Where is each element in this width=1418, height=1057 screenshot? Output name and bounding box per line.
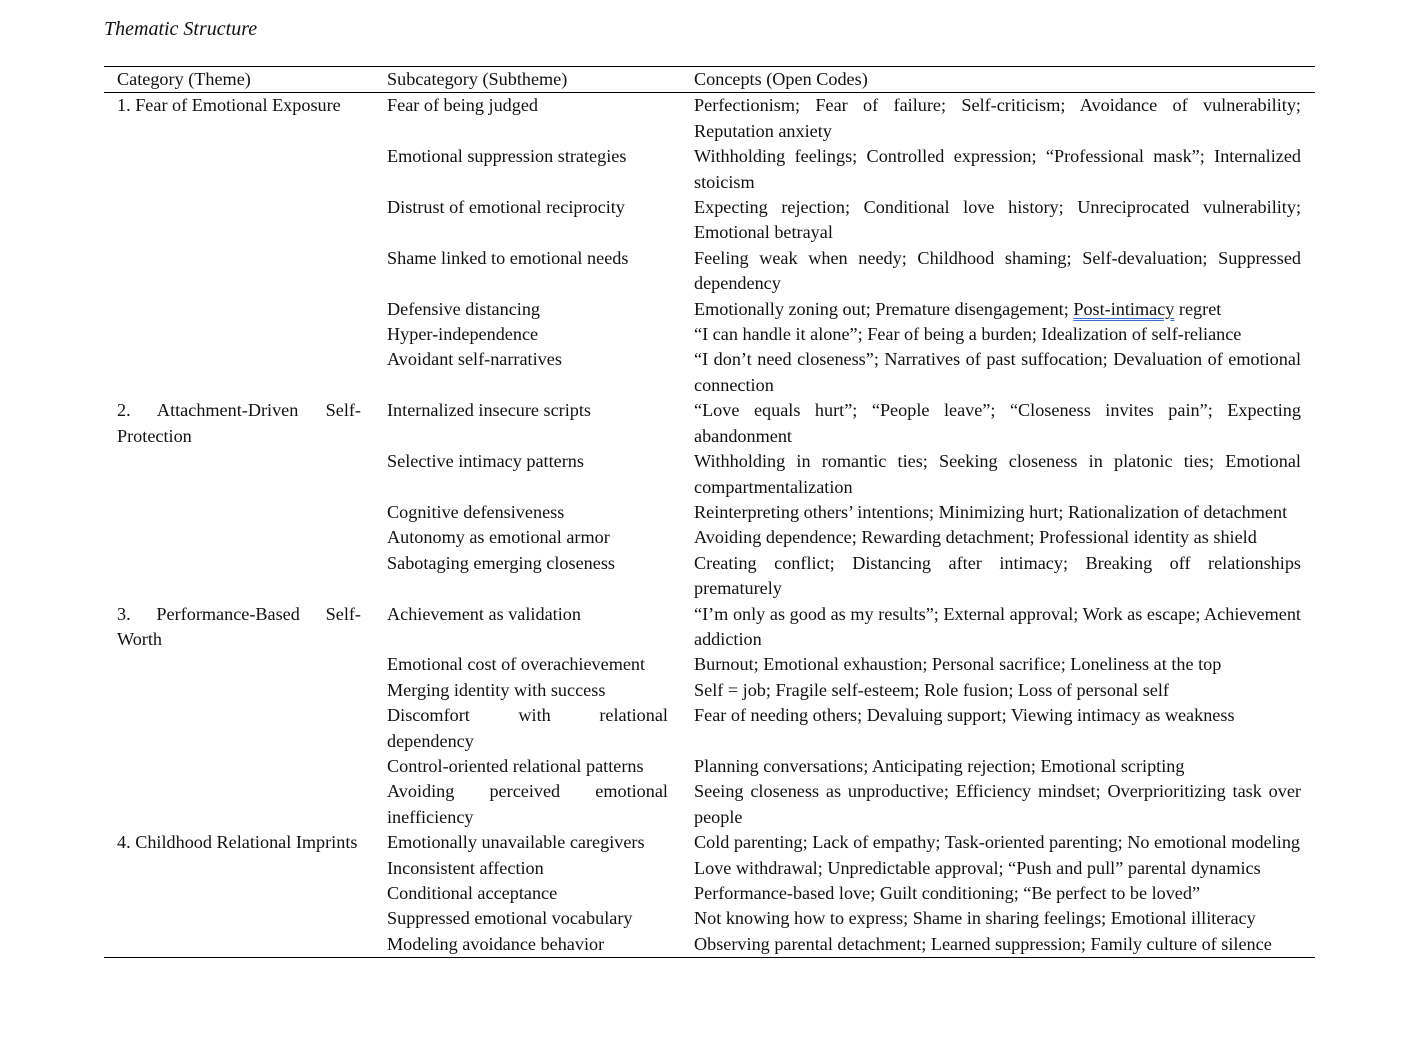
category-cell <box>117 195 361 246</box>
concepts-cell: “I’m only as good as my results”; External approval; Work as escape; Achievement addiction <box>694 603 1301 649</box>
category-cell: 1. Fear of Emotional Exposure <box>117 95 341 116</box>
category-cell <box>117 246 361 297</box>
table-row <box>104 398 1315 449</box>
category-cell <box>117 322 361 347</box>
table-row <box>104 347 1315 398</box>
category-cell: 4. Childhood Relational Imprints <box>117 832 358 853</box>
category-cell <box>117 297 361 322</box>
subcategory-cell: Distrust of emotional reciprocity <box>387 197 625 218</box>
table-body <box>104 93 1315 958</box>
subcategory-cell: Emotional cost of overachievement <box>387 654 646 675</box>
subcategory-cell: Autonomy as emotional armor <box>387 527 610 548</box>
category-cell <box>117 932 361 958</box>
concepts-cell: Seeing closeness as unproductive; Efficiency mindset; Overprioritizing task over people <box>694 781 1301 827</box>
subcategory-cell: Achievement as validation <box>387 603 581 624</box>
subcategory-cell: Shame linked to emotional needs <box>387 247 629 268</box>
concepts-cell: Avoiding dependence; Rewarding detachment; Professional identity as shield <box>694 527 1257 548</box>
concepts-cell: Observing parental detachment; Learned suppression; Family culture of silence <box>694 932 1301 958</box>
table-row <box>104 551 1315 602</box>
subcategory-cell: Avoiding perceived emotional inefficiency <box>387 781 668 827</box>
subcategory-cell: Inconsistent affection <box>387 857 544 878</box>
table-row <box>104 754 1315 779</box>
concepts-cell: Burnout; Emotional exhaustion; Personal sacrifice; Loneliness at the top <box>694 654 1222 675</box>
category-cell <box>117 551 361 602</box>
concepts-cell <box>694 297 1301 322</box>
category-cell <box>117 754 361 779</box>
category-cell <box>117 906 361 931</box>
table-row <box>104 906 1315 931</box>
header-category: Category (Theme) <box>117 67 361 93</box>
concepts-cell: Cold parenting; Lack of empathy; Task-oriented parenting; No emotional modeling <box>694 832 1301 853</box>
subcategory-cell: Emotionally unavailable caregivers <box>387 832 645 853</box>
subcategory-cell: Conditional acceptance <box>387 883 558 903</box>
table-row <box>104 602 1315 653</box>
subcategory-cell: Cognitive defensiveness <box>387 501 565 522</box>
thematic-structure-table-wrap <box>104 66 1315 958</box>
category-cell: 2. Attachment-Driven Self-Protection <box>117 400 361 446</box>
category-cell <box>117 652 361 677</box>
category-cell <box>117 678 361 703</box>
table-row <box>104 195 1315 246</box>
concepts-text: Emotionally zoning out; Premature disengagement; <box>694 298 1074 319</box>
concepts-cell: Performance-based love; Guilt conditioning; “Be perfect to be loved” <box>694 883 1201 903</box>
subcategory-cell: Avoidant self-narratives <box>387 349 562 370</box>
concepts-cell: “I don’t need closeness”; Narratives of past suffocation; Devaluation of emotional connection <box>694 349 1301 395</box>
category-cell: 3. Performance-Based Self-Worth <box>117 603 361 649</box>
concepts-cell: Expecting rejection; Conditional love history; Unreciprocated vulnerability; Emotional betrayal <box>694 197 1301 243</box>
subcategory-cell: Discomfort with relational dependency <box>387 705 668 751</box>
table-title: Thematic Structure <box>104 18 258 40</box>
concepts-cell: Love withdrawal; Unpredictable approval; “Push and pull” parental dynamics <box>694 857 1261 878</box>
concepts-cell: Withholding feelings; Controlled expression; “Professional mask”; Internalized stoicism <box>694 146 1301 192</box>
category-cell <box>117 703 361 754</box>
table-row <box>104 322 1315 347</box>
table-row <box>104 932 1315 958</box>
subcategory-cell: Sabotaging emerging closeness <box>387 552 615 573</box>
subcategory-cell: Internalized insecure scripts <box>387 400 592 421</box>
concepts-cell: “Love equals hurt”; “People leave”; “Closeness invites pain”; Expecting abandonment <box>694 400 1301 446</box>
subcategory-cell: Selective intimacy patterns <box>387 451 584 472</box>
table-row <box>104 652 1315 677</box>
category-cell <box>117 779 361 830</box>
category-cell <box>117 144 361 195</box>
concepts-cell: Withholding in romantic ties; Seeking closeness in platonic ties; Emotional compartmentalization <box>694 451 1301 497</box>
table-row <box>104 449 1315 500</box>
table-row <box>104 779 1315 830</box>
subcategory-cell: Suppressed emotional vocabulary <box>387 908 633 929</box>
concepts-cell: Fear of needing others; Devaluing support; Viewing intimacy as weakness <box>694 705 1235 726</box>
table-row <box>104 93 1315 144</box>
concepts-text: regret <box>1174 298 1222 319</box>
category-cell <box>117 856 361 881</box>
concepts-cell: Creating conflict; Distancing after intimacy; Breaking off relationships prematurely <box>694 552 1301 599</box>
table-row <box>104 500 1315 525</box>
spellcheck-flagged-word[interactable]: Post-intimacy <box>1073 298 1175 319</box>
subcategory-cell: Merging identity with success <box>387 679 606 700</box>
header-concepts: Concepts (Open Codes) <box>694 67 1301 93</box>
category-cell <box>117 347 361 398</box>
header-subcategory: Subcategory (Subtheme) <box>387 67 668 93</box>
concepts-cell: Not knowing how to express; Shame in sharing feelings; Emotional illiteracy <box>694 908 1256 929</box>
table-row <box>104 246 1315 297</box>
table-row <box>104 144 1315 195</box>
category-cell <box>117 449 361 500</box>
category-cell <box>117 881 361 906</box>
concepts-cell: Reinterpreting others’ intentions; Minimizing hurt; Rationalization of detachment <box>694 501 1288 522</box>
table-row <box>104 703 1315 754</box>
subcategory-cell: Defensive distancing <box>387 298 541 319</box>
concepts-cell: Feeling weak when needy; Childhood shaming; Self-devaluation; Suppressed dependency <box>694 247 1301 294</box>
concepts-cell: Self = job; Fragile self-esteem; Role fusion; Loss of personal self <box>694 679 1169 700</box>
concepts-cell: Perfectionism; Fear of failure; Self-criticism; Avoidance of vulnerability; Reputation anxiety <box>694 95 1301 141</box>
subcategory-cell: Control-oriented relational patterns <box>387 755 644 776</box>
table-row <box>104 297 1315 322</box>
thematic-structure-table <box>104 66 1315 958</box>
table-row <box>104 830 1315 855</box>
subcategory-cell: Hyper-independence <box>387 324 539 345</box>
category-cell <box>117 525 361 550</box>
subcategory-cell: Emotional suppression strategies <box>387 146 627 167</box>
table-row <box>104 881 1315 906</box>
concepts-cell: Planning conversations; Anticipating rejection; Emotional scripting <box>694 755 1185 776</box>
category-cell <box>117 500 361 525</box>
concepts-cell: “I can handle it alone”; Fear of being a burden; Idealization of self-reliance <box>694 324 1242 345</box>
table-row <box>104 525 1315 550</box>
header-row <box>104 67 1315 93</box>
subcategory-cell: Modeling avoidance behavior <box>387 932 668 958</box>
table-row <box>104 856 1315 881</box>
subcategory-cell: Fear of being judged <box>387 95 539 116</box>
table-row <box>104 678 1315 703</box>
